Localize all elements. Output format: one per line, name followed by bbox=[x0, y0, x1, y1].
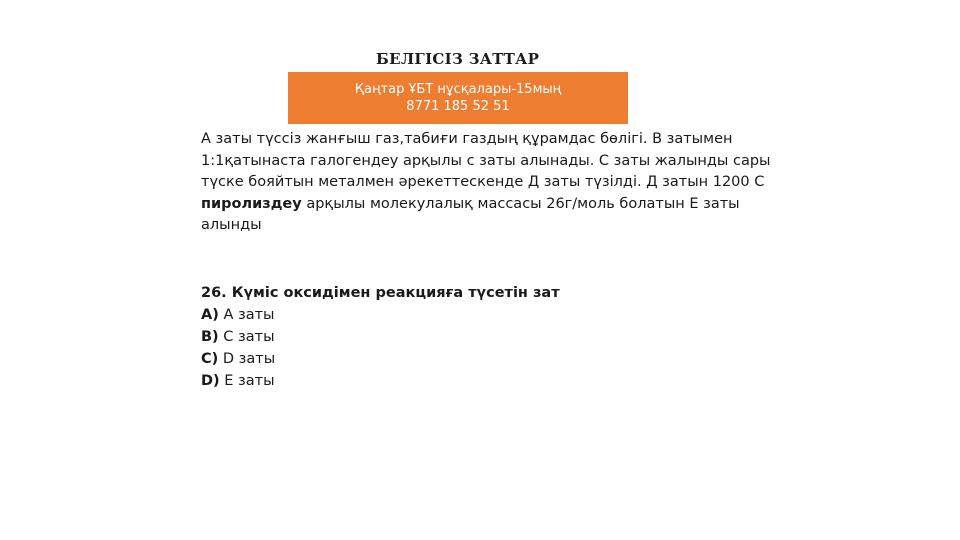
answer-option-a[interactable] bbox=[201, 304, 761, 326]
problem-line-5: алынды bbox=[201, 217, 262, 233]
option-text: D заты bbox=[218, 351, 276, 367]
option-letter: C) bbox=[201, 351, 219, 367]
problem-statement bbox=[201, 129, 781, 237]
slide-title: БЕЛГІСІЗ ЗАТТАР bbox=[376, 50, 540, 68]
option-text: А заты bbox=[218, 307, 275, 323]
promo-banner-line-1: Қаңтар ҰБТ нұсқалары-15мың bbox=[354, 82, 562, 97]
question-block bbox=[201, 282, 761, 392]
answer-option-b[interactable] bbox=[201, 326, 761, 348]
problem-line-4 bbox=[201, 194, 781, 216]
option-text: С заты bbox=[218, 329, 275, 345]
answer-option-c[interactable] bbox=[201, 348, 761, 370]
option-letter: B) bbox=[201, 329, 219, 345]
question-title: 26. Күміс оксидімен реакцияға түсетін зат bbox=[201, 285, 560, 301]
promo-banner-phone: 8771 185 52 51 bbox=[406, 99, 510, 114]
problem-line-2: 1:1қатынаста галогендеу арқылы с заты алынады. С заты жалынды сары bbox=[201, 152, 771, 169]
problem-line-4-rest: арқылы молекулалық массасы 26г/моль болатын Е заты bbox=[301, 195, 740, 212]
promo-banner bbox=[288, 72, 628, 124]
problem-line-3: түске бояйтын металмен әрекеттескенде Д заты түзілді. Д затын 1200 С bbox=[201, 174, 765, 190]
problem-keyword-pyrolysis: пиролиздеу bbox=[201, 195, 302, 212]
problem-line-1: А заты түссіз жанғыш газ,табиғи газдың құрамдас бөлігі. В затымен bbox=[201, 131, 733, 147]
option-text: Е заты bbox=[219, 373, 275, 389]
option-letter: A) bbox=[201, 307, 219, 323]
option-letter: D) bbox=[201, 373, 220, 389]
answer-option-d[interactable] bbox=[201, 370, 761, 392]
